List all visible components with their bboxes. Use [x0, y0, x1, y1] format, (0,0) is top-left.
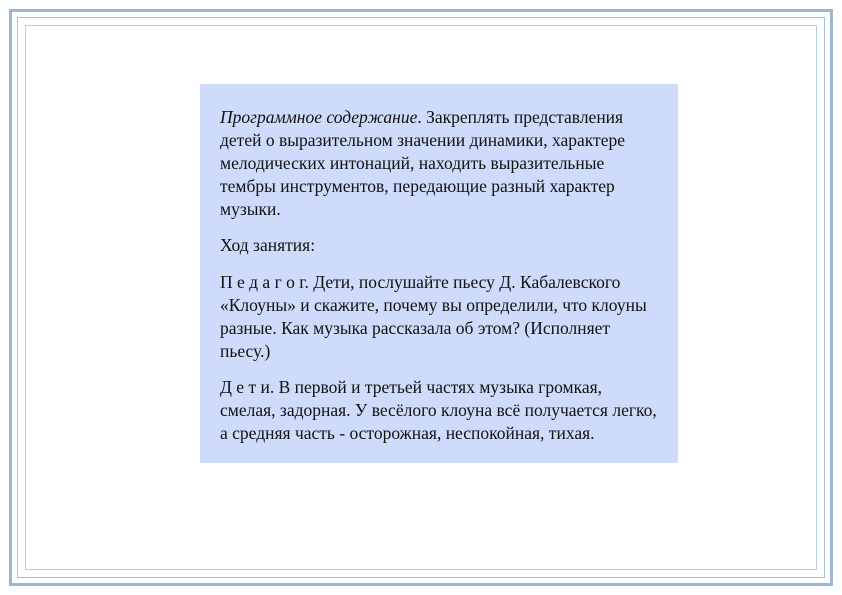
paragraph-children-line — [220, 376, 658, 445]
paragraph-body: . Дети, послушайте пьесу Д. Кабалевского «Клоуны» и скажите, почему вы определили, что клоуны разные. Как музыка рассказала об этом? (Исполняет пьесу.) — [220, 271, 647, 361]
text-content-box — [200, 84, 678, 463]
paragraph-teacher-line — [220, 271, 658, 363]
paragraph-body: . Закреплять представления детей о выразительном значении динамики, характере мелодических интонаций, находить выразительные тембры инструментов, передающие разный характер музыки. — [220, 107, 625, 220]
paragraph-body: . В первой и третьей частях музыка громкая, смелая, задорная. У весёлого клоуна всё получается легко, а средняя часть - осторожная, неспокойная, тихая. — [220, 376, 657, 444]
paragraph-program-content — [220, 106, 658, 221]
paragraph-lead-label: Программное содержание — [220, 107, 418, 127]
paragraph-lead-label: П е д а г о г — [220, 271, 305, 292]
paragraph-lead-label: Д е т и — [220, 376, 270, 397]
paragraph-body: Ход занятия: — [220, 235, 316, 256]
paragraph-lesson-flow — [220, 234, 658, 257]
